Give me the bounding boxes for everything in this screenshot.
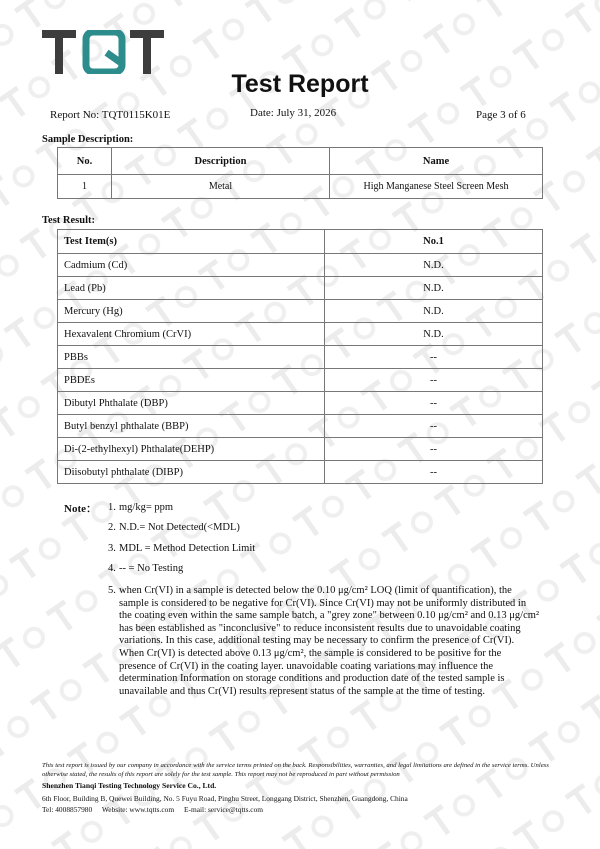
test-item: PBBs (58, 346, 325, 369)
test-item: Hexavalent Chromium (CrVI) (58, 323, 325, 346)
report-date: Date: July 31, 2026 (250, 107, 337, 119)
test-item: Diisobutyl phthalate (DIBP) (58, 461, 325, 484)
test-value: N.D. (325, 323, 543, 346)
test-item: Cadmium (Cd) (58, 254, 325, 277)
note-text: -- = No Testing (119, 563, 184, 574)
column-header: No. (58, 148, 112, 175)
test-result-table (57, 229, 543, 484)
table-row (58, 438, 543, 461)
note-text: N.D.= Not Detected(<MDL) (119, 522, 240, 533)
test-item: Butyl benzyl phthalate (BBP) (58, 415, 325, 438)
note-number: 4. (108, 563, 116, 574)
table-row (58, 323, 543, 346)
note-number: 1. (108, 502, 116, 513)
email-link[interactable]: E-mail: service@tqtts.com (183, 805, 264, 814)
table-cell: High Manganese Steel Screen Mesh (330, 175, 543, 199)
column-header: Test Item(s) (58, 230, 325, 254)
table-row (58, 369, 543, 392)
test-value: -- (325, 415, 543, 438)
note-item (108, 502, 540, 515)
table-row (58, 254, 543, 277)
telephone: Tel: 4008857980 (42, 805, 93, 814)
note-number: 5. (108, 585, 116, 596)
table-row (58, 277, 543, 300)
note-number: 3. (108, 543, 116, 554)
test-result-heading: Test Result: (42, 215, 95, 226)
test-item: Di-(2-ethylhexyl) Phthalate(DEHP) (58, 438, 325, 461)
column-header: Description (112, 148, 330, 175)
test-value: -- (325, 346, 543, 369)
note-text: mg/kg= ppm (119, 502, 174, 513)
tqt-logo (42, 30, 172, 74)
test-value: -- (325, 438, 543, 461)
note-text: when Cr(VI) in a sample is detected below the 0.10 μg/cm² LOQ (limit of quantification), the sample is considered to be negative for Cr(VI). Since Cr(VI) may not be uniformly distributed in the coating even within the same sample batch, a "grey zone" between 0.10 μg/cm² and 0.13 μg/cm² has been established as "inconclusive" to reduce inconsistent results due to unavoidable coating variations. In this case, additional testing may be necessary to confirm the presence of Cr(VI). When Cr(VI) is detected above 0.13 μg/cm², the sample is considered to be positive for the presence of Cr(VI) in the coating layer. unavoidable coating variations may influence the determination Information on storage conditions and production date of the tested sample is unavailable and thus Cr(VI) results represent status of the sample at the time of testing. (119, 585, 540, 697)
report-number: Report No: TQT0115K01E (50, 109, 171, 121)
table-cell: 1 (58, 175, 112, 199)
table-row (58, 175, 543, 199)
test-item: Lead (Pb) (58, 277, 325, 300)
contact-line (42, 805, 271, 814)
report-title: Test Report (231, 70, 369, 98)
test-item: Mercury (Hg) (58, 300, 325, 323)
note-text: MDL = Method Detection Limit (119, 543, 256, 554)
table-row (58, 461, 543, 484)
sample-description-heading: Sample Description: (42, 134, 134, 145)
note-item (108, 522, 540, 535)
notes-label: Note： (64, 503, 97, 515)
website-link[interactable]: Website: www.tqtts.com (101, 805, 175, 814)
test-value: -- (325, 392, 543, 415)
test-value: N.D. (325, 300, 543, 323)
table-header-row (58, 148, 543, 175)
note-item (108, 543, 540, 556)
company-name: Shenzhen Tianqi Testing Technology Service Co., Ltd. (42, 781, 217, 790)
test-item: PBDEs (58, 369, 325, 392)
column-header: Name (330, 148, 543, 175)
note-item (108, 563, 540, 576)
test-value: -- (325, 461, 543, 484)
page-number: Page 3 of 6 (476, 109, 526, 121)
test-item: Dibutyl Phthalate (DBP) (58, 392, 325, 415)
table-row (58, 300, 543, 323)
test-value: -- (325, 369, 543, 392)
company-address: 6th Floor, Building B, Quewei Building, No. 5 Fuyu Road, Pinghu Street, Longgang District, Shenzhen, Guangdong, China (42, 794, 408, 803)
sample-description-table (57, 147, 543, 199)
test-value: N.D. (325, 277, 543, 300)
table-row (58, 346, 543, 369)
table-row (58, 392, 543, 415)
disclaimer-text: This test report is issued by our company in accordance with the service terms printed on the back. Responsibilities, warranties, and legal limitations are defined in the service terms. Unless otherwise stated, the results of this report are solely for the test sample. This report may not be reproduced in part without permission (42, 762, 549, 778)
note-number: 2. (108, 522, 116, 533)
column-header: No.1 (325, 230, 543, 254)
table-row (58, 415, 543, 438)
table-header-row (58, 230, 543, 254)
test-value: N.D. (325, 254, 543, 277)
table-cell: Metal (112, 175, 330, 199)
note-item (108, 585, 540, 698)
